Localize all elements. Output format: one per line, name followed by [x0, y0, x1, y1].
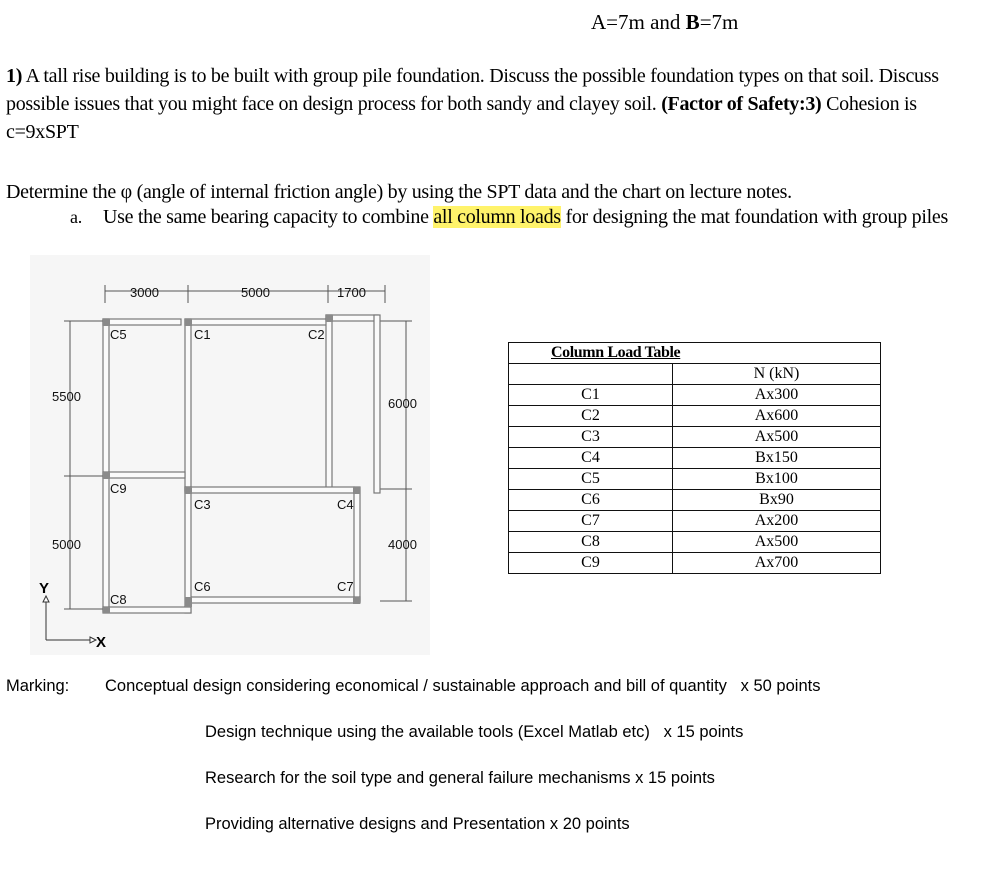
table-row — [509, 448, 881, 469]
row-load: Ax500 — [673, 427, 881, 448]
table-header-load: N (kN) — [673, 364, 881, 385]
row-column-id: C9 — [509, 553, 673, 574]
row-load: Ax300 — [673, 385, 881, 406]
determine-text: Determine the φ (angle of internal friction angle) by using the SPT data and the chart on lecture notes. — [6, 181, 792, 203]
row-column-id: C6 — [509, 490, 673, 511]
item-a-text-before: Use the same bearing capacity to combine — [103, 206, 434, 228]
highlighted-text: all column loads — [433, 206, 561, 228]
marking-item-2: Design technique using the available tools (Excel Matlab etc) x 15 points — [205, 723, 744, 741]
table-row — [509, 469, 881, 490]
row-load: Ax600 — [673, 406, 881, 427]
floor-plan — [30, 255, 430, 655]
dim-left-1: 5500 — [52, 389, 81, 404]
row-column-id: C4 — [509, 448, 673, 469]
marking-item-4: Providing alternative designs and Presentation x 20 points — [205, 815, 630, 833]
dim-top-2: 5000 — [241, 285, 270, 300]
header-b-label: B — [685, 10, 700, 34]
column-c8: C8 — [110, 592, 127, 607]
item-a-text-after: for designing the mat foundation with group piles — [560, 206, 948, 228]
factor-of-safety: (Factor of Safety:3) — [661, 93, 822, 115]
axis-y-label: Y — [39, 580, 50, 597]
question-1 — [6, 62, 961, 146]
axis-x-label: X — [96, 634, 107, 651]
header-b-value: =7m — [699, 10, 739, 34]
row-load: Bx90 — [673, 490, 881, 511]
table-row — [509, 553, 881, 574]
row-load: Ax200 — [673, 511, 881, 532]
row-load: Ax500 — [673, 532, 881, 553]
table-row — [509, 490, 881, 511]
column-c6: C6 — [194, 579, 211, 594]
row-column-id: C8 — [509, 532, 673, 553]
item-a-label: a. — [70, 207, 82, 227]
question-text: A tall rise building is to be built with group pile foundation. Discuss the possible foundation types on that soil. Discuss possible issues that you might face on design process for both sandy and clayey soil. — [6, 65, 939, 115]
item-a-text — [103, 203, 958, 231]
cohesion-text: Cohesion is c=9xSPT — [6, 93, 917, 143]
dim-left-2: 5000 — [52, 537, 81, 552]
row-load: Bx150 — [673, 448, 881, 469]
table-title: Column Load Table — [509, 343, 881, 364]
table-row — [509, 406, 881, 427]
row-column-id: C2 — [509, 406, 673, 427]
dim-top-1: 3000 — [130, 285, 159, 300]
header-a-value: =7m and — [606, 10, 686, 34]
row-load: Bx100 — [673, 469, 881, 490]
table-row — [509, 385, 881, 406]
row-load: Ax700 — [673, 553, 881, 574]
row-column-id: C5 — [509, 469, 673, 490]
question-number: 1) — [6, 65, 23, 87]
column-c3: C3 — [194, 497, 211, 512]
table-header-empty — [509, 364, 673, 385]
row-column-id: C7 — [509, 511, 673, 532]
column-c9: C9 — [110, 481, 127, 496]
table-row — [509, 427, 881, 448]
dim-top-3: 1700 — [337, 285, 366, 300]
table-row — [509, 511, 881, 532]
column-c5: C5 — [110, 327, 127, 342]
header-a-label: A — [591, 10, 607, 34]
marking-item-1: Conceptual design considering economical / sustainable approach and bill of quantity x 50 points — [105, 677, 821, 695]
column-c4: C4 — [337, 497, 354, 512]
dim-right-2: 4000 — [388, 537, 417, 552]
header-dimensions — [591, 10, 738, 35]
row-column-id: C3 — [509, 427, 673, 448]
column-c2: C2 — [308, 327, 325, 342]
column-load-table — [508, 342, 881, 574]
table-row — [509, 532, 881, 553]
row-column-id: C1 — [509, 385, 673, 406]
column-c7: C7 — [337, 579, 354, 594]
marking-label: Marking: — [6, 677, 70, 695]
column-c1: C1 — [194, 327, 211, 342]
dim-right-1: 6000 — [388, 396, 417, 411]
marking-item-3: Research for the soil type and general failure mechanisms x 15 points — [205, 769, 715, 787]
